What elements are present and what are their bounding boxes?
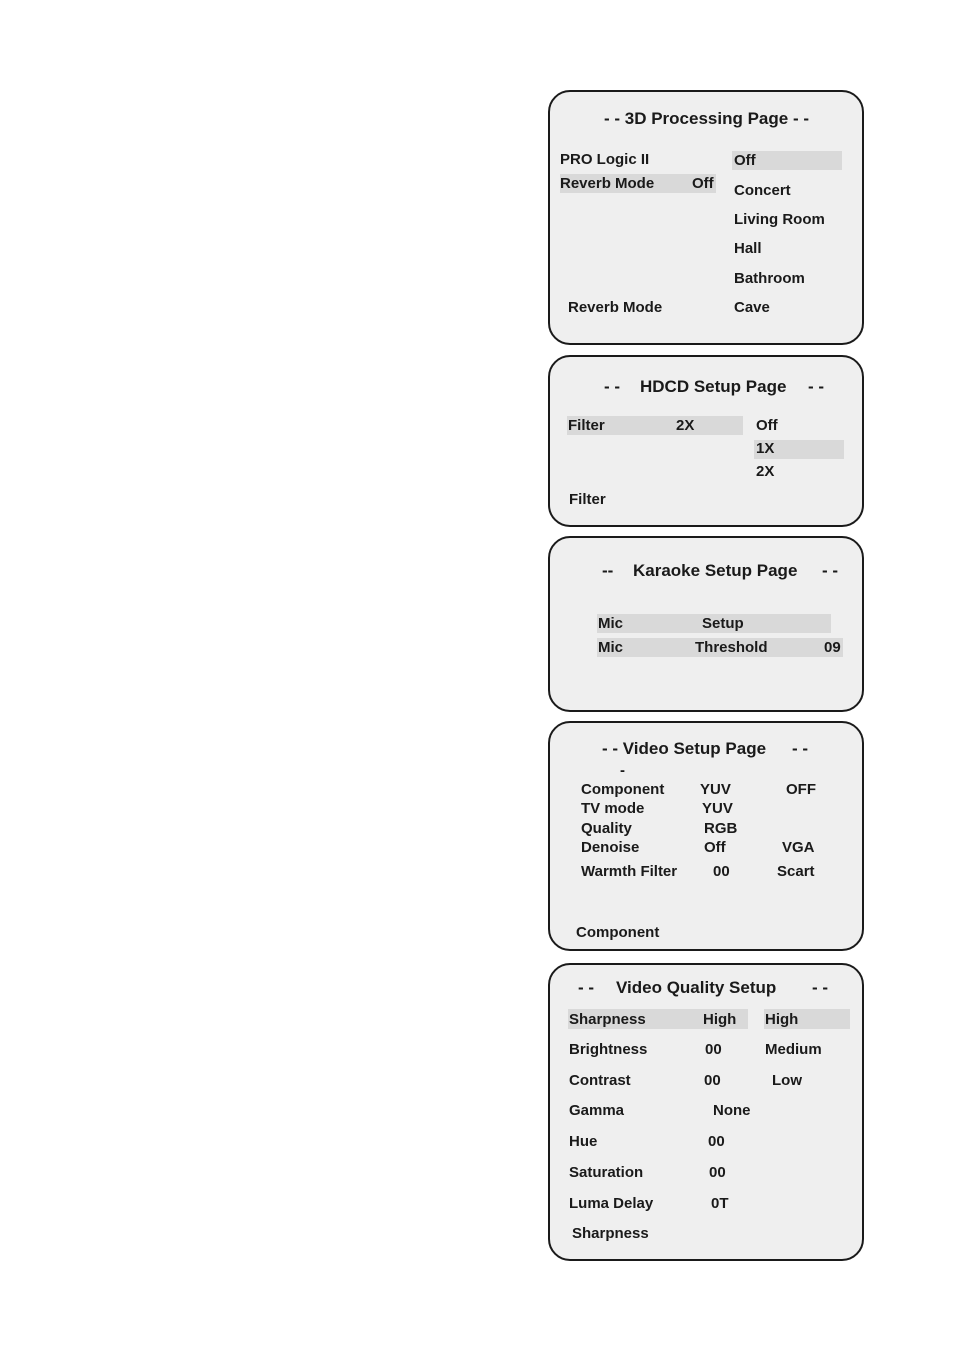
option-bathroom[interactable]: Bathroom [734, 270, 805, 287]
menu-item-hue[interactable]: Hue [569, 1133, 598, 1150]
menu-item-threshold-label: Threshold [695, 639, 768, 656]
menu-item-mic-setup[interactable]: Mic [598, 615, 624, 632]
menu-item-quality[interactable]: Quality [581, 820, 632, 837]
title-dash-right: - - [812, 978, 829, 997]
status-label: Reverb Mode [568, 299, 663, 316]
status-label: Sharpness [572, 1225, 649, 1242]
stray-dash: - [620, 762, 625, 779]
menu-item-contrast[interactable]: Contrast [569, 1072, 631, 1089]
title-dash-right: - - [792, 739, 809, 758]
panel-title: - - 3D Processing Page - - [604, 109, 809, 128]
title-dash-left: - - [578, 978, 595, 997]
contrast-value: 00 [704, 1072, 721, 1089]
title-dash-right: - - [808, 377, 825, 396]
processing-3d-panel [548, 90, 864, 345]
reverb-mode-value: Off [692, 175, 714, 192]
menu-item-sharpness[interactable]: Sharpness [569, 1011, 646, 1028]
menu-item-component[interactable]: Component [581, 781, 665, 798]
title-dash-left: - - [604, 377, 621, 396]
option-medium[interactable]: Medium [765, 1041, 822, 1058]
option-hall[interactable]: Hall [734, 240, 762, 257]
option-living-room[interactable]: Living Room [734, 211, 825, 228]
threshold-value: 09 [824, 639, 841, 656]
option-off[interactable]: Off [756, 417, 778, 434]
option-off[interactable]: OFF [786, 781, 816, 798]
video-setup-panel [548, 721, 864, 951]
menu-item-filter[interactable]: Filter [568, 417, 605, 434]
saturation-value: 00 [709, 1164, 726, 1181]
menu-item-brightness[interactable]: Brightness [569, 1041, 648, 1058]
denoise-value: Off [704, 839, 726, 856]
menu-item-tv-mode[interactable]: TV mode [581, 800, 645, 817]
filter-value: 2X [676, 417, 695, 434]
option-vga[interactable]: VGA [782, 839, 815, 856]
hdcd-panel [548, 355, 864, 527]
status-label: Filter [569, 491, 606, 508]
option-high[interactable]: High [765, 1011, 799, 1028]
brightness-value: 00 [705, 1041, 722, 1058]
menu-item-denoise[interactable]: Denoise [581, 839, 640, 856]
tv-mode-value: YUV [702, 800, 733, 817]
option-2x[interactable]: 2X [756, 463, 775, 480]
option-off[interactable]: Off [734, 152, 756, 169]
option-scart[interactable]: Scart [777, 863, 815, 880]
gamma-value: None [713, 1102, 751, 1119]
menu-item-mic-threshold[interactable]: Mic [598, 639, 624, 656]
menu-item-saturation[interactable]: Saturation [569, 1164, 644, 1181]
option-cave[interactable]: Cave [734, 299, 770, 316]
panel-title: HDCD Setup Page [640, 377, 787, 396]
menu-item-mic-setup-label: Setup [702, 615, 744, 632]
option-concert[interactable]: Concert [734, 182, 791, 199]
quality-value: RGB [704, 820, 738, 837]
menu-item-pro-logic[interactable]: PRO Logic II [560, 151, 650, 168]
menu-item-reverb-mode[interactable]: Reverb Mode [560, 175, 655, 192]
menu-item-gamma[interactable]: Gamma [569, 1102, 625, 1119]
option-1x[interactable]: 1X [756, 440, 775, 457]
panel-title: Video Quality Setup [616, 978, 777, 997]
sharpness-value: High [703, 1011, 737, 1028]
menu-item-luma-delay[interactable]: Luma Delay [569, 1195, 654, 1212]
panel-title: - - Video Setup Page [602, 739, 767, 758]
title-dash-right: - - [822, 561, 839, 580]
component-value: YUV [700, 781, 731, 798]
title-dash-left: -- [602, 561, 614, 580]
panel-title: Karaoke Setup Page [633, 561, 798, 580]
status-label: Component [576, 924, 660, 941]
option-low[interactable]: Low [772, 1072, 802, 1089]
menu-item-warmth-filter[interactable]: Warmth Filter [581, 863, 678, 880]
warmth-filter-value: 00 [713, 863, 730, 880]
video-quality-panel [548, 963, 864, 1261]
karaoke-panel [548, 536, 864, 712]
luma-delay-value: 0T [711, 1195, 729, 1212]
hue-value: 00 [708, 1133, 725, 1150]
